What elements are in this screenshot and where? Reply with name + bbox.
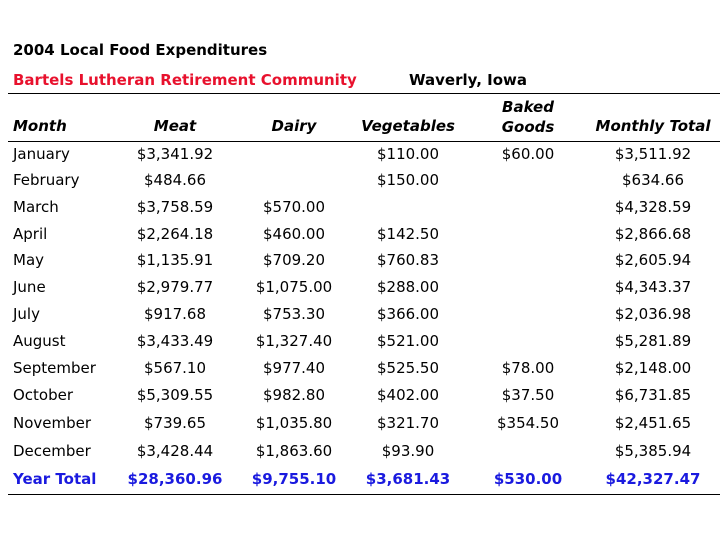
cell-baked-goods: $60.00	[501, 145, 555, 163]
cell-meat: $3,341.92	[136, 145, 214, 163]
cell-monthly-total: $2,451.65	[614, 414, 692, 432]
cell-vegetables: $366.00	[376, 305, 440, 323]
cell-meat: $484.66	[143, 171, 207, 189]
header-month: Month	[13, 117, 67, 135]
cell-vegetables: $402.00	[376, 386, 440, 404]
cell-meat: $2,979.77	[136, 278, 214, 296]
cell-monthly-total: $2,866.68	[614, 225, 692, 243]
year-total-meat: $28,360.96	[127, 470, 223, 488]
cell-monthly-total: $4,328.59	[614, 198, 692, 216]
cell-vegetables: $760.83	[376, 251, 440, 269]
cell-dairy: $982.80	[262, 386, 326, 404]
year-total-dairy: $9,755.10	[251, 470, 337, 488]
cell-monthly-total: $2,605.94	[614, 251, 692, 269]
cell-meat: $567.10	[143, 359, 207, 377]
cell-vegetables: $142.50	[376, 225, 440, 243]
cell-monthly-total: $2,036.98	[614, 305, 692, 323]
year-total-vegetables: $3,681.43	[365, 470, 451, 488]
cell-monthly-total: $5,281.89	[614, 332, 692, 350]
header-dairy: Dairy	[271, 117, 317, 135]
header-meat: Meat	[153, 117, 197, 135]
cell-meat: $2,264.18	[136, 225, 214, 243]
cell-vegetables: $525.50	[376, 359, 440, 377]
organization-name: Bartels Lutheran Retirement Community	[13, 71, 357, 89]
cell-monthly-total: $3,511.92	[614, 145, 692, 163]
cell-vegetables: $288.00	[376, 278, 440, 296]
report-title: 2004 Local Food Expenditures	[13, 41, 268, 59]
cell-month: May	[13, 251, 45, 269]
year-total-grand-total: $42,327.47	[605, 470, 701, 488]
cell-dairy: $1,075.00	[255, 278, 333, 296]
cell-month: April	[13, 225, 48, 243]
cell-month: September	[13, 359, 96, 377]
location: Waverly, Iowa	[409, 71, 528, 89]
bottom-rule	[8, 494, 720, 495]
cell-vegetables: $110.00	[376, 145, 440, 163]
cell-dairy: $709.20	[262, 251, 326, 269]
year-total-baked-goods: $530.00	[493, 470, 563, 488]
header-baked-line1: Baked	[502, 98, 554, 116]
cell-month: July	[13, 305, 40, 323]
cell-month: February	[13, 171, 80, 189]
cell-dairy: $460.00	[262, 225, 326, 243]
cell-dairy: $1,035.80	[255, 414, 333, 432]
cell-vegetables: $321.70	[376, 414, 440, 432]
cell-monthly-total: $4,343.37	[614, 278, 692, 296]
cell-month: December	[13, 442, 91, 460]
cell-dairy: $1,863.60	[255, 442, 333, 460]
cell-monthly-total: $634.66	[621, 171, 685, 189]
header-rule	[8, 141, 720, 142]
header-baked-line2: Goods	[501, 118, 555, 136]
cell-vegetables: $93.90	[381, 442, 435, 460]
top-rule	[8, 93, 720, 94]
cell-month: March	[13, 198, 59, 216]
cell-month: January	[13, 145, 70, 163]
cell-monthly-total: $5,385.94	[614, 442, 692, 460]
cell-meat: $1,135.91	[136, 251, 214, 269]
cell-month: November	[13, 414, 92, 432]
year-total-label: Year Total	[13, 470, 97, 488]
cell-baked-goods: $37.50	[501, 386, 555, 404]
cell-vegetables: $150.00	[376, 171, 440, 189]
header-baked-goods	[476, 97, 580, 137]
cell-month: June	[13, 278, 46, 296]
cell-meat: $917.68	[143, 305, 207, 323]
cell-dairy: $1,327.40	[255, 332, 333, 350]
cell-meat: $5,309.55	[136, 386, 214, 404]
cell-meat: $3,433.49	[136, 332, 214, 350]
cell-meat: $3,428.44	[136, 442, 214, 460]
cell-baked-goods: $78.00	[501, 359, 555, 377]
header-monthly-total: Monthly Total	[595, 117, 711, 135]
cell-monthly-total: $2,148.00	[614, 359, 692, 377]
cell-month: August	[13, 332, 66, 350]
cell-baked-goods: $354.50	[496, 414, 560, 432]
cell-month: October	[13, 386, 74, 404]
cell-meat: $739.65	[143, 414, 207, 432]
cell-monthly-total: $6,731.85	[614, 386, 692, 404]
cell-meat: $3,758.59	[136, 198, 214, 216]
cell-dairy: $753.30	[262, 305, 326, 323]
cell-vegetables: $521.00	[376, 332, 440, 350]
cell-dairy: $570.00	[262, 198, 326, 216]
cell-dairy: $977.40	[262, 359, 326, 377]
header-vegetables: Vegetables	[361, 117, 455, 135]
